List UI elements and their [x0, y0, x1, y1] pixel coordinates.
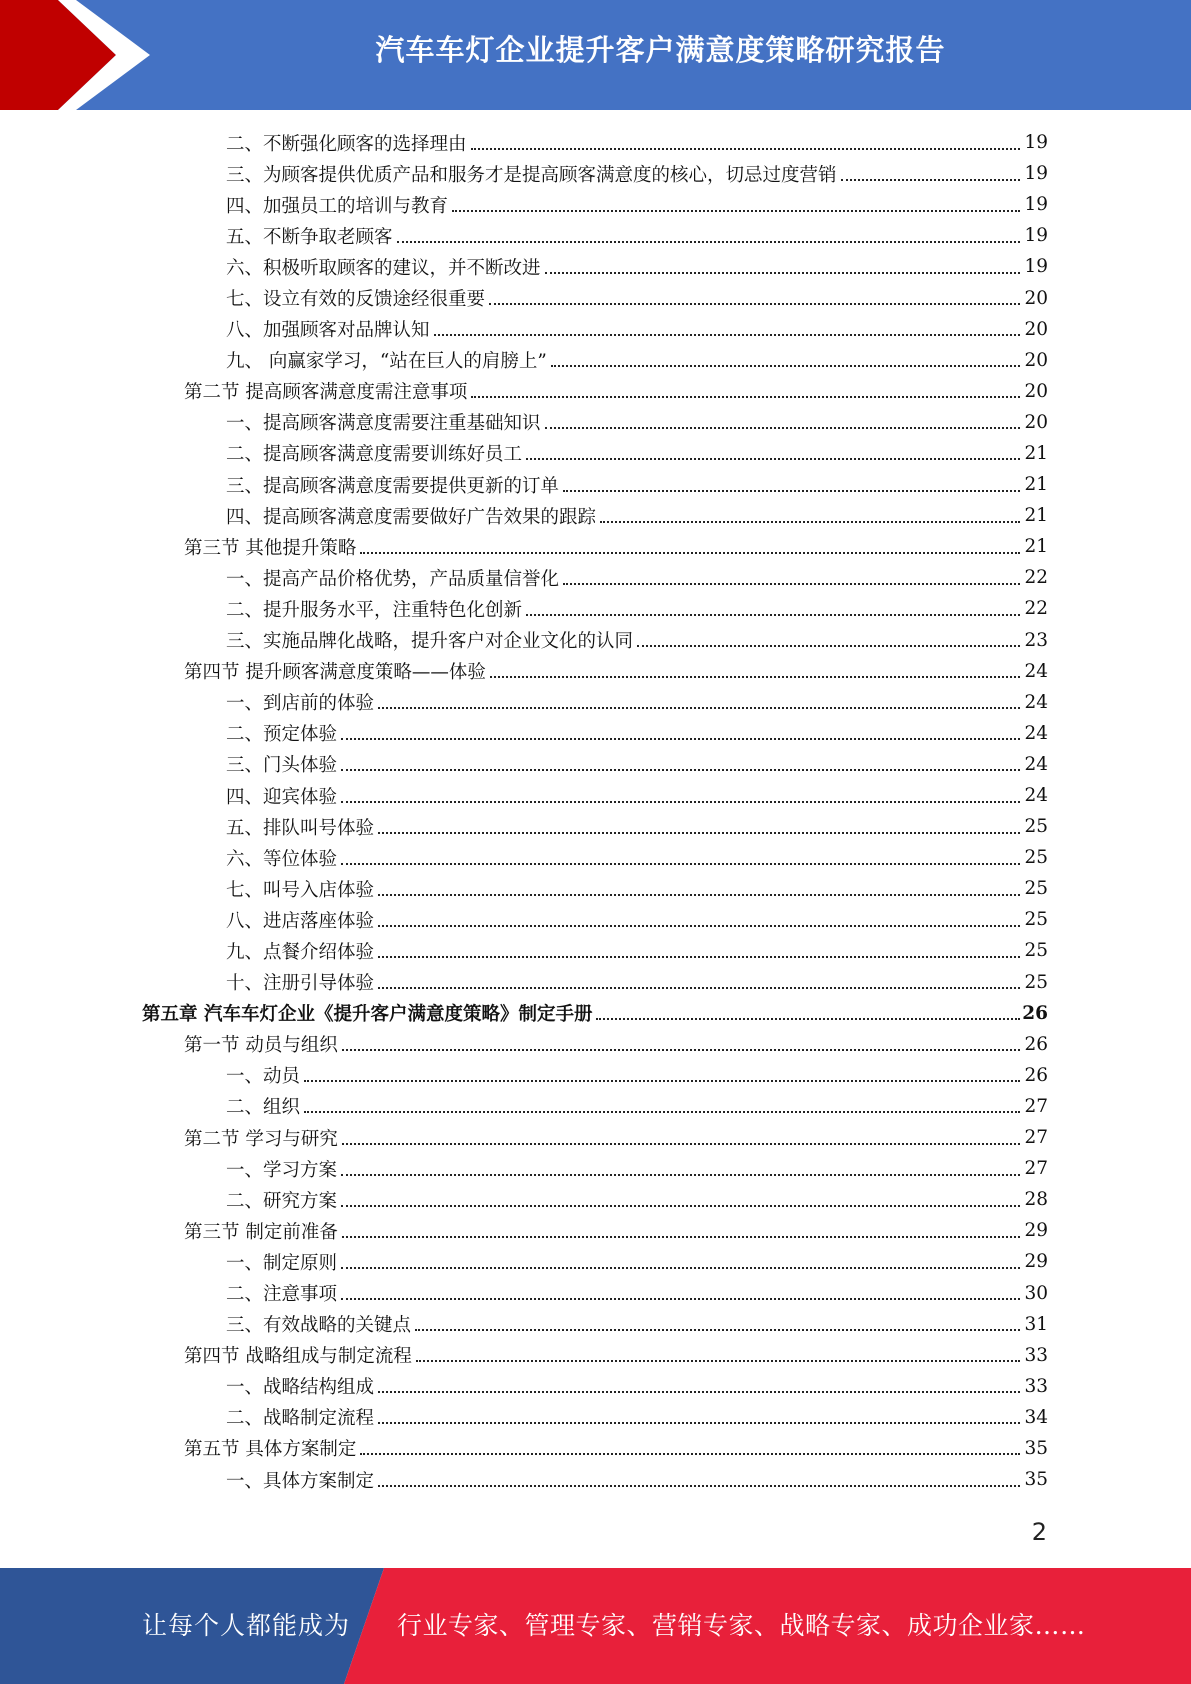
toc-dot-leader: [563, 490, 1020, 492]
toc-item-row[interactable]: [0, 1060, 1191, 1091]
toc-item-row[interactable]: [0, 282, 1191, 313]
toc-entry-page: 27: [1024, 1127, 1048, 1149]
footer-banner: [0, 1568, 1191, 1684]
toc-chapter-row[interactable]: [0, 998, 1191, 1029]
toc-item-row[interactable]: [0, 935, 1191, 966]
toc-item-row[interactable]: [0, 1309, 1191, 1340]
footer-slogan-left: 让每个人都能成为: [142, 1611, 351, 1640]
toc-entry-label: 第一节 动员与组织: [184, 1035, 338, 1057]
toc-dot-leader: [378, 1422, 1020, 1424]
toc-dot-leader: [341, 1205, 1020, 1207]
toc-dot-leader: [551, 365, 1020, 367]
toc-entry-label: 第四节 战略组成与制定流程: [184, 1346, 412, 1368]
toc-entry-label: 六、积极听取顾客的建议，并不断改进: [226, 257, 541, 279]
toc-entry-label: 十、注册引导体验: [226, 973, 375, 995]
toc-entry-label: 第三节 制定前准备: [184, 1221, 338, 1243]
toc-item-row[interactable]: [0, 1153, 1191, 1184]
toc-entry-label: 第三节 其他提升策略: [184, 537, 357, 559]
toc-section-row[interactable]: [0, 1433, 1191, 1464]
toc-dot-leader: [341, 863, 1020, 865]
toc-dot-leader: [378, 832, 1020, 834]
toc-item-row[interactable]: [0, 1464, 1191, 1495]
toc-dot-leader: [526, 614, 1020, 616]
toc-item-row[interactable]: [0, 1371, 1191, 1402]
toc-entry-page: 25: [1024, 878, 1048, 900]
toc-dot-leader: [378, 1485, 1020, 1487]
toc-entry-page: 19: [1024, 163, 1048, 185]
toc-entry-page: 20: [1024, 318, 1048, 340]
toc-entry-page: 22: [1024, 567, 1048, 589]
toc-item-row[interactable]: [0, 438, 1191, 469]
toc-entry-page: 26: [1024, 1033, 1048, 1055]
toc-entry-label: 八、进店落座体验: [226, 910, 375, 932]
toc-dot-leader: [378, 925, 1020, 927]
toc-dot-leader: [360, 552, 1020, 554]
toc-entry-label: 第五章 汽车车灯企业《提升客户满意度策略》制定手册: [142, 1004, 593, 1026]
toc-entry-label: 三、实施品牌化战略，提升客户对企业文化的认同: [226, 631, 634, 653]
toc-entry-label: 第四节 提升顾客满意度策略——体验: [184, 662, 486, 684]
toc-section-row[interactable]: [0, 1340, 1191, 1371]
toc-entry-page: 19: [1024, 225, 1048, 247]
toc-entry-label: 一、提高顾客满意度需要注重基础知识: [226, 413, 541, 435]
toc-dot-leader: [415, 1329, 1020, 1331]
toc-item-row[interactable]: [0, 593, 1191, 624]
toc-dot-leader: [545, 427, 1020, 429]
toc-item-row[interactable]: [0, 1246, 1191, 1277]
toc-entry-label: 三、门头体验: [226, 755, 338, 777]
toc-entry-page: 26: [1024, 1064, 1048, 1086]
toc-entry-label: 一、提高产品价格优势，产品质量信誉化: [226, 568, 560, 590]
toc-entry-page: 20: [1024, 349, 1048, 371]
toc-entry-label: 三、为顾客提供优质产品和服务才是提高顾客满意度的核心，切忌过度营销: [226, 164, 837, 186]
toc-item-row[interactable]: [0, 220, 1191, 251]
toc-entry-page: 33: [1024, 1375, 1048, 1397]
toc-dot-leader: [397, 241, 1020, 243]
toc-item-row[interactable]: [0, 749, 1191, 780]
toc-entry-page: 27: [1024, 1158, 1048, 1180]
toc-dot-leader: [341, 801, 1020, 803]
toc-dot-leader: [378, 707, 1020, 709]
footer-slogan-right: 行业专家、管理专家、营销专家、战略专家、成功企业家……: [397, 1611, 1086, 1640]
toc-entry-page: 25: [1024, 971, 1048, 993]
toc-entry-page: 24: [1024, 660, 1048, 682]
toc-entry-page: 35: [1024, 1469, 1048, 1491]
toc-entry-page: 25: [1024, 940, 1048, 962]
toc-entry-page: 21: [1024, 505, 1048, 527]
toc-item-row[interactable]: [0, 562, 1191, 593]
toc-item-row[interactable]: [0, 625, 1191, 656]
toc-entry-label: 三、有效战略的关键点: [226, 1315, 412, 1337]
toc-item-row[interactable]: [0, 1277, 1191, 1308]
toc-dot-leader: [596, 1018, 1020, 1020]
toc-entry-label: 第二节 提高顾客满意度需注意事项: [184, 382, 468, 404]
toc-entry-page: 26: [1022, 1002, 1048, 1024]
toc-entry-page: 24: [1024, 785, 1048, 807]
document-title: 汽车车灯企业提升客户满意度策略研究报告: [375, 33, 946, 67]
toc-entry-page: 19: [1024, 132, 1048, 154]
toc-dot-leader: [342, 1049, 1020, 1051]
toc-dot-leader: [304, 1111, 1020, 1113]
toc-entry-page: 29: [1024, 1251, 1048, 1273]
toc-entry-label: 一、学习方案: [226, 1159, 338, 1181]
toc-entry-label: 一、战略结构组成: [226, 1377, 375, 1399]
toc-entry-page: 21: [1024, 536, 1048, 558]
toc-dot-leader: [341, 769, 1020, 771]
toc-entry-page: 31: [1024, 1313, 1048, 1335]
toc-entry-label: 二、提高顾客满意度需要训练好员工: [226, 444, 523, 466]
toc-entry-page: 35: [1024, 1437, 1048, 1459]
toc-dot-leader: [600, 521, 1020, 523]
toc-section-row[interactable]: [0, 1029, 1191, 1060]
toc-entry-page: 21: [1024, 442, 1048, 464]
toc-dot-leader: [471, 148, 1020, 150]
toc-dot-leader: [545, 272, 1020, 274]
toc-entry-label: 四、加强员工的培训与教育: [226, 195, 449, 217]
toc-entry-page: 24: [1024, 691, 1048, 713]
toc-section-row[interactable]: [0, 656, 1191, 687]
toc-dot-leader: [471, 396, 1020, 398]
toc-entry-label: 四、迎宾体验: [226, 786, 338, 808]
toc-entry-page: 25: [1024, 816, 1048, 838]
toc-entry-page: 27: [1024, 1095, 1048, 1117]
toc-item-row[interactable]: [0, 469, 1191, 500]
toc-entry-label: 二、战略制定流程: [226, 1408, 375, 1430]
toc-item-row[interactable]: [0, 314, 1191, 345]
toc-section-row[interactable]: [0, 531, 1191, 562]
toc-dot-leader: [341, 1267, 1020, 1269]
toc-dot-leader: [342, 1143, 1020, 1145]
toc-entry-page: 24: [1024, 722, 1048, 744]
toc-entry-page: 23: [1024, 629, 1048, 651]
toc-item-row[interactable]: [0, 127, 1191, 158]
toc-item-row[interactable]: [0, 1184, 1191, 1215]
toc-dot-leader: [416, 1360, 1020, 1362]
toc-entry-page: 29: [1024, 1220, 1048, 1242]
toc-entry-page: 22: [1024, 598, 1048, 620]
toc-entry-label: 五、排队叫号体验: [226, 817, 375, 839]
toc-entry-label: 三、提高顾客满意度需要提供更新的订单: [226, 475, 560, 497]
toc-section-row[interactable]: [0, 1215, 1191, 1246]
table-of-contents: [0, 127, 1191, 1495]
toc-dot-leader: [489, 303, 1020, 305]
toc-entry-label: 第五节 具体方案制定: [184, 1439, 357, 1461]
toc-dot-leader: [378, 894, 1020, 896]
toc-entry-page: 20: [1024, 287, 1048, 309]
toc-entry-label: 一、动员: [226, 1066, 301, 1088]
toc-entry-page: 21: [1024, 474, 1048, 496]
toc-item-row[interactable]: [0, 500, 1191, 531]
toc-entry-label: 八、加强顾客对品牌认知: [226, 320, 430, 342]
toc-dot-leader: [841, 179, 1020, 181]
toc-item-row[interactable]: [0, 904, 1191, 935]
toc-dot-leader: [341, 1174, 1020, 1176]
toc-item-row[interactable]: [0, 811, 1191, 842]
toc-dot-leader: [637, 645, 1020, 647]
toc-item-row[interactable]: [0, 345, 1191, 376]
toc-item-row[interactable]: [0, 687, 1191, 718]
toc-dot-leader: [341, 738, 1020, 740]
toc-dot-leader: [378, 956, 1020, 958]
toc-entry-page: 25: [1024, 847, 1048, 869]
toc-entry-label: 二、注意事项: [226, 1284, 338, 1306]
toc-entry-label: 四、提高顾客满意度需要做好广告效果的跟踪: [226, 506, 597, 528]
toc-entry-page: 30: [1024, 1282, 1048, 1304]
toc-dot-leader: [452, 210, 1020, 212]
toc-entry-page: 24: [1024, 753, 1048, 775]
toc-entry-page: 25: [1024, 909, 1048, 931]
toc-item-row[interactable]: [0, 873, 1191, 904]
toc-item-row[interactable]: [0, 407, 1191, 438]
toc-entry-label: 二、研究方案: [226, 1190, 338, 1212]
toc-entry-label: 九、 向赢家学习，“站在巨人的肩膀上”: [226, 351, 547, 373]
toc-entry-label: 七、叫号入店体验: [226, 879, 375, 901]
toc-dot-leader: [378, 987, 1020, 989]
toc-entry-page: 20: [1024, 411, 1048, 433]
toc-entry-page: 19: [1024, 194, 1048, 216]
toc-dot-leader: [563, 583, 1020, 585]
toc-item-row[interactable]: [0, 1091, 1191, 1122]
toc-dot-leader: [360, 1453, 1020, 1455]
toc-entry-page: 33: [1024, 1344, 1048, 1366]
toc-item-row[interactable]: [0, 251, 1191, 282]
toc-entry-label: 第二节 学习与研究: [184, 1128, 338, 1150]
header-banner: [0, 0, 1191, 110]
toc-dot-leader: [341, 1298, 1020, 1300]
toc-dot-leader: [378, 1391, 1020, 1393]
toc-entry-label: 五、不断争取老顾客: [226, 226, 393, 248]
toc-entry-label: 二、组织: [226, 1097, 301, 1119]
toc-item-row[interactable]: [0, 189, 1191, 220]
toc-dot-leader: [304, 1080, 1020, 1082]
toc-item-row[interactable]: [0, 967, 1191, 998]
toc-item-row[interactable]: [0, 780, 1191, 811]
toc-dot-leader: [434, 334, 1020, 336]
toc-dot-leader: [342, 1236, 1020, 1238]
toc-entry-page: 19: [1024, 256, 1048, 278]
toc-entry-label: 一、到店前的体验: [226, 693, 375, 715]
toc-item-row[interactable]: [0, 158, 1191, 189]
toc-item-row[interactable]: [0, 1402, 1191, 1433]
toc-dot-leader: [526, 458, 1020, 460]
toc-section-row[interactable]: [0, 376, 1191, 407]
toc-entry-page: 28: [1024, 1189, 1048, 1211]
toc-entry-label: 二、预定体验: [226, 724, 338, 746]
toc-item-row[interactable]: [0, 842, 1191, 873]
toc-entry-label: 六、等位体验: [226, 848, 338, 870]
page-number: 2: [1031, 1518, 1047, 1546]
toc-entry-label: 一、制定原则: [226, 1252, 338, 1274]
toc-entry-page: 34: [1024, 1406, 1048, 1428]
toc-entry-label: 一、具体方案制定: [226, 1470, 375, 1492]
toc-dot-leader: [490, 676, 1020, 678]
toc-item-row[interactable]: [0, 718, 1191, 749]
toc-entry-label: 二、提升服务水平，注重特色化创新: [226, 599, 523, 621]
toc-entry-label: 二、不断强化顾客的选择理由: [226, 133, 467, 155]
toc-entry-label: 九、点餐介绍体验: [226, 941, 375, 963]
toc-entry-page: 20: [1024, 380, 1048, 402]
toc-entry-label: 七、设立有效的反馈途经很重要: [226, 289, 486, 311]
toc-section-row[interactable]: [0, 1122, 1191, 1153]
